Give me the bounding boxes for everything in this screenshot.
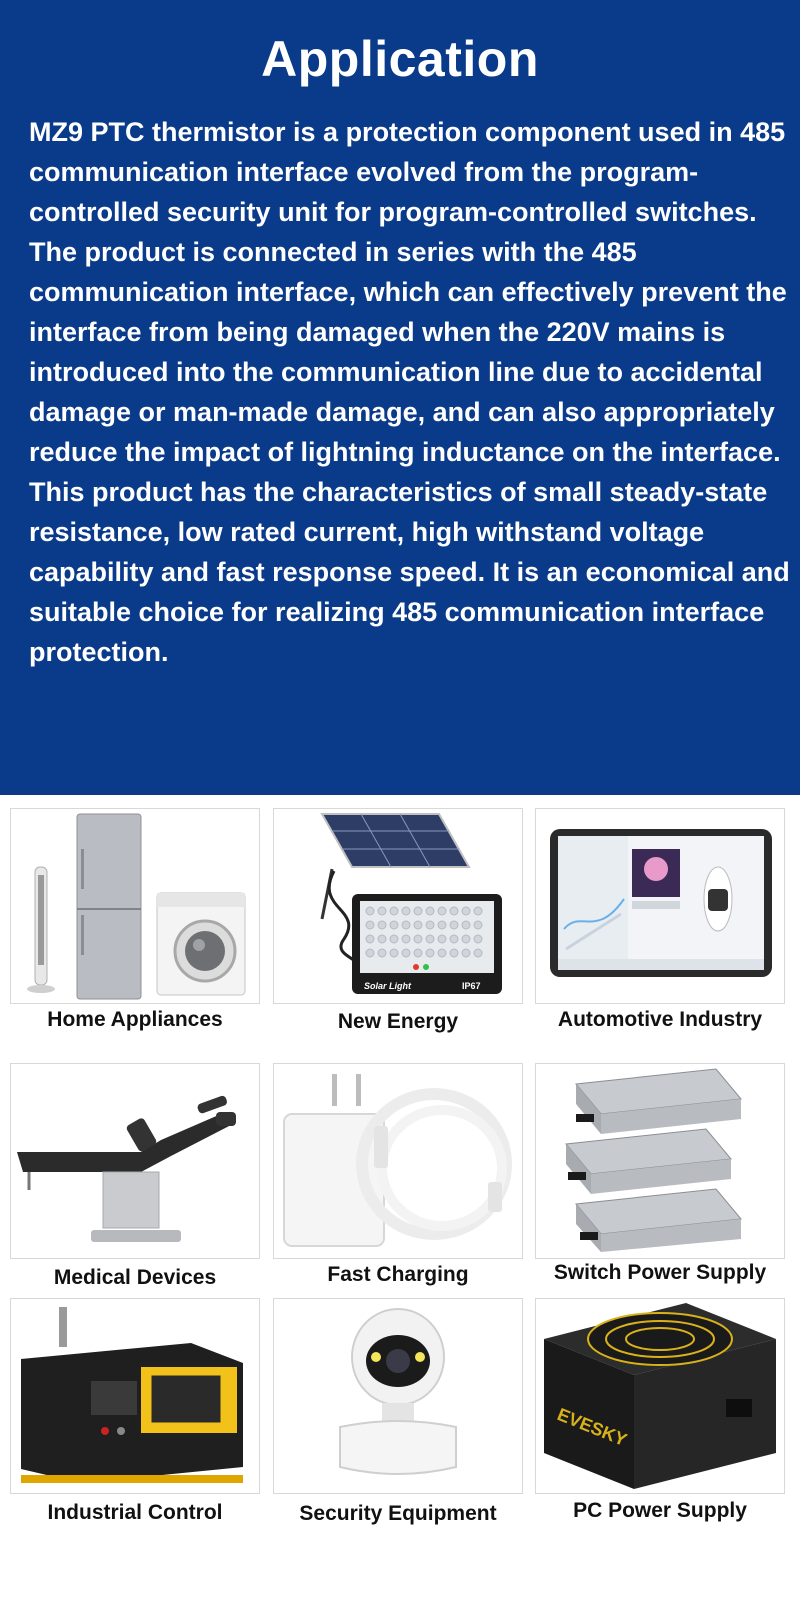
svg-text:IP67: IP67 (462, 981, 481, 991)
application-label: Medical Devices (53, 1266, 217, 1289)
application-label: Fast Charging (327, 1263, 469, 1286)
application-label: Switch Power Supply (553, 1261, 767, 1284)
svg-text:EVESKY: EVESKY (554, 1404, 630, 1451)
application-banner (0, 0, 800, 795)
solar-light-image (273, 808, 523, 1004)
car-tablet-image (535, 808, 785, 1004)
home-appliances-image (10, 808, 260, 1004)
application-label: Home Appliances (47, 1008, 223, 1031)
application-label: Security Equipment (299, 1502, 497, 1525)
application-label: Automotive Industry (557, 1008, 763, 1031)
application-label: New Energy (337, 1010, 459, 1033)
security-camera-image (273, 1298, 523, 1494)
svg-text:Solar Light: Solar Light (364, 981, 411, 991)
cnc-machine-image (10, 1298, 260, 1494)
application-label: PC Power Supply (573, 1499, 747, 1522)
operating-table-image (10, 1063, 260, 1259)
pc-psu-image (535, 1298, 785, 1494)
power-supply-modules-image (535, 1063, 785, 1259)
charger-cable-image (273, 1063, 523, 1259)
page-title: Application (261, 31, 539, 87)
product-description: MZ9 PTC thermistor is a protection component used in 485 communication interface evolved from the program-controlled security unit for program-controlled switches. The product is connected in series with the 485 communication interface, which can effectively prevent the interface from being damaged when the 220V mains is introduced into the communication line due to accidental damage or man-made damage, and can also appropriately reduce the impact of lightning inductance on the interface. This product has the characteristics of small steady-state resistance, low rated current, high withstand voltage capability and fast response speed. It is an economical and suitable choice for realizing 485 communication interface protection. (29, 117, 790, 667)
application-label: Industrial Control (47, 1501, 223, 1524)
